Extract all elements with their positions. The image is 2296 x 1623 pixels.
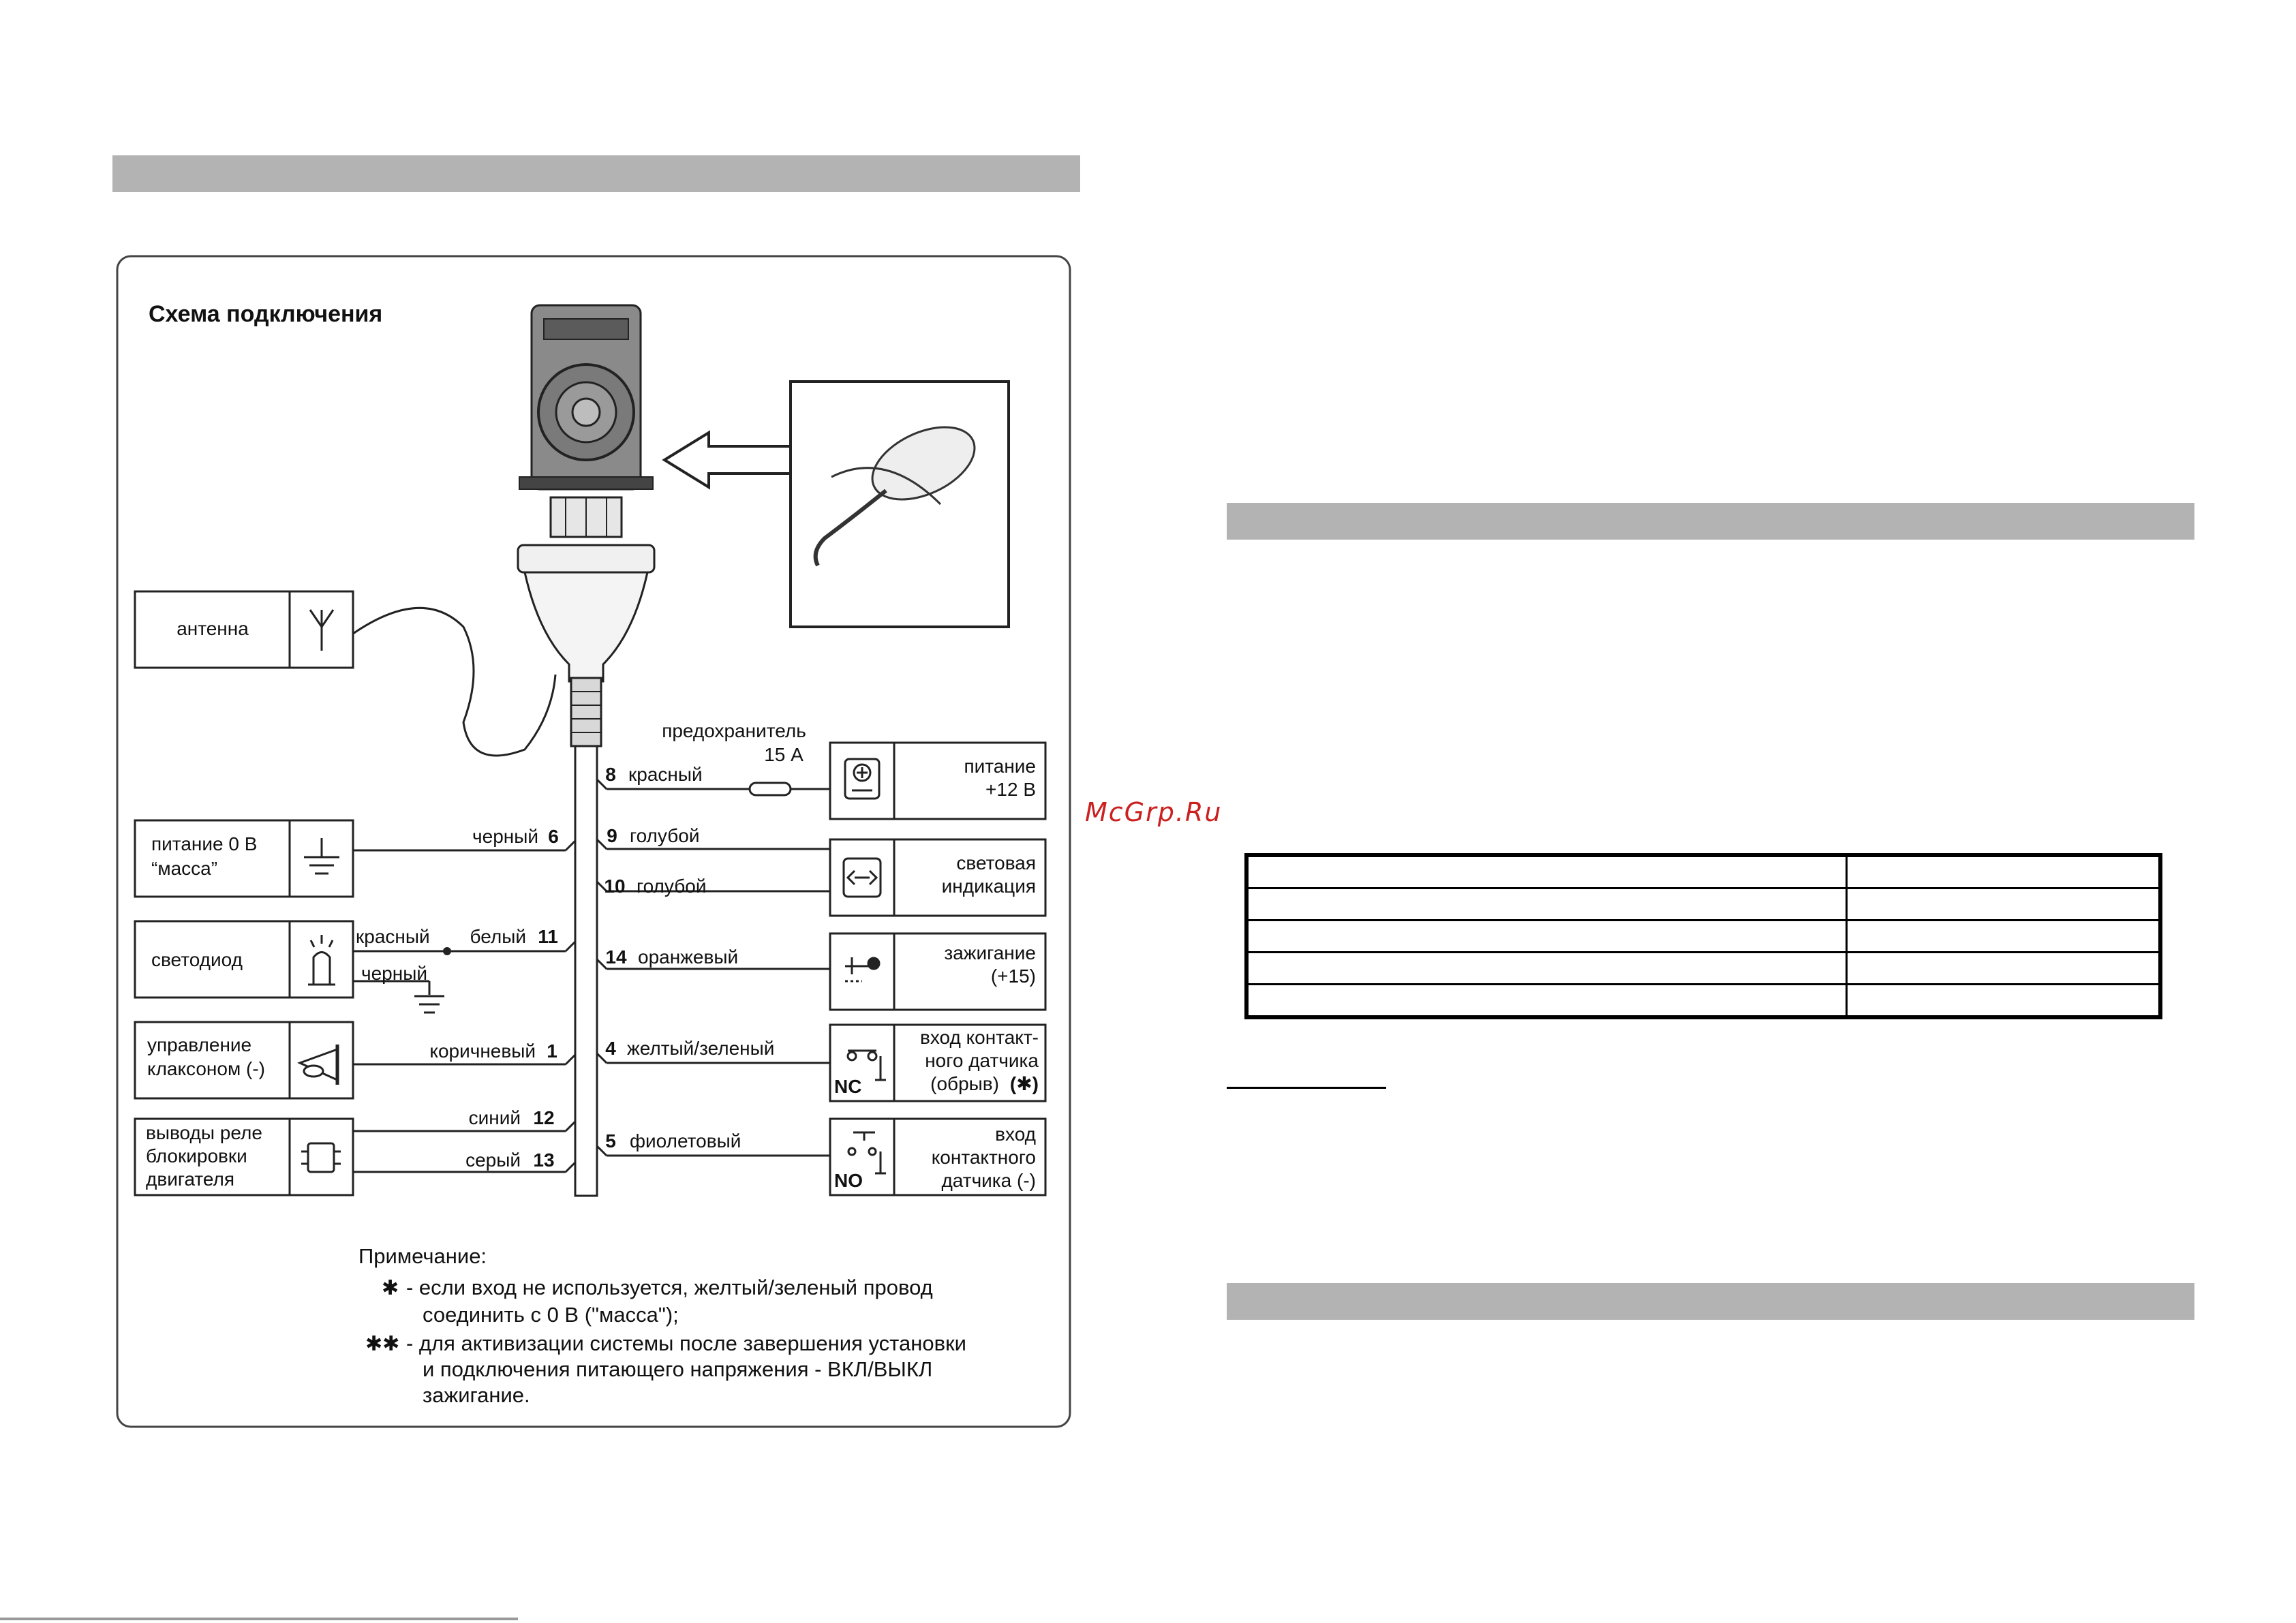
table-row xyxy=(1246,888,2160,921)
relay-label-3: двигателя xyxy=(146,1169,235,1190)
section-bar-right-1 xyxy=(1227,503,2194,540)
wiring-diagram xyxy=(0,0,1090,1444)
indicator-lamps-icon xyxy=(844,859,881,897)
light-label-2: индикация xyxy=(941,876,1036,897)
no-text-3: датчика (-) xyxy=(941,1170,1036,1191)
wire-blue-label: синий xyxy=(468,1107,521,1128)
note-line-4: и подключения питающего напряжения - ВКЛ/ВЫКЛ xyxy=(423,1357,933,1381)
ignition-label-2: (+15) xyxy=(990,965,1036,987)
relay-icon xyxy=(301,1143,341,1172)
wire-yg-label: желтый/зеленый xyxy=(627,1038,775,1059)
no-label: NO xyxy=(834,1170,863,1191)
horn-label-2: клаксоном (-) xyxy=(147,1058,265,1079)
ignition-label-1: зажигание xyxy=(944,942,1036,963)
nc-text-3: (обрыв) xyxy=(930,1073,999,1094)
wire-brown-pin: 1 xyxy=(547,1040,557,1062)
table-row xyxy=(1246,953,2160,985)
power-box xyxy=(830,743,1045,819)
wire-brown-label: коричневый xyxy=(429,1040,536,1062)
battery-icon xyxy=(845,759,879,799)
horn-label-1: управление xyxy=(147,1034,252,1055)
wire-red-label: красный xyxy=(628,764,703,785)
ground-box xyxy=(135,820,353,897)
power-label-1: питание xyxy=(964,756,1036,777)
table-row xyxy=(1246,855,2160,888)
note-line-5: зажигание. xyxy=(423,1383,530,1407)
wire-blue2-pin: 10 xyxy=(604,876,626,897)
wire-black-pin: 6 xyxy=(548,826,559,847)
relay-label-1: выводы реле xyxy=(146,1122,262,1143)
led-junction xyxy=(443,947,451,955)
antenna-box xyxy=(135,591,353,668)
note-star-1: ✱ xyxy=(382,1277,399,1299)
power-label-2: +12 В xyxy=(985,779,1036,800)
nc-text-1: вход контакт- xyxy=(919,1027,1039,1048)
watermark: McGrp.Ru xyxy=(1085,797,1223,827)
no-text-1: вход xyxy=(995,1124,1036,1145)
wire-blue1-label: голубой xyxy=(630,825,700,846)
fuse-label-2: 15 А xyxy=(764,744,803,765)
nc-label: NC xyxy=(834,1076,862,1097)
no-sensor-box xyxy=(830,1119,1045,1195)
led-label: светодиод xyxy=(151,949,243,970)
relay-box xyxy=(135,1119,353,1195)
wire-orange-pin: 14 xyxy=(605,946,627,968)
fuse-label-1: предохранитель xyxy=(662,720,806,741)
wire-blue1-pin: 9 xyxy=(607,825,617,846)
wire-grey-label: серый xyxy=(465,1149,521,1171)
wire-black-label: черный xyxy=(472,826,538,847)
nc-star: (✱) xyxy=(1009,1073,1039,1094)
note-line-2: соединить с 0 В ("масса"); xyxy=(423,1303,679,1327)
wire-orange-label: оранжевый xyxy=(638,946,739,968)
antenna-label: антенна xyxy=(177,618,249,639)
note-star-2: ✱✱ xyxy=(365,1333,400,1355)
table-row xyxy=(1246,985,2160,1018)
underline-rule xyxy=(1227,1087,1386,1089)
wire-violet-label: фиолетовый xyxy=(630,1130,741,1151)
no-text-2: контактного xyxy=(931,1147,1036,1168)
wire-led-white-label: белый xyxy=(470,926,526,947)
page-bottom-rule xyxy=(0,1618,518,1620)
diagram-title: Схема подключения xyxy=(149,301,383,327)
nc-sensor-box xyxy=(830,1025,1045,1101)
note-title: Примечание: xyxy=(358,1244,487,1268)
nc-text-2: ного датчика xyxy=(925,1050,1039,1071)
wire-yg-pin: 4 xyxy=(605,1038,616,1059)
wire-led-black-label: черный xyxy=(361,963,427,984)
wire-blue-pin: 12 xyxy=(533,1107,555,1128)
light-indication-box xyxy=(830,839,1045,916)
wire-grey-pin: 13 xyxy=(533,1149,555,1171)
light-label-1: световая xyxy=(956,852,1036,874)
wire-red-pin: 8 xyxy=(605,764,616,785)
led-box xyxy=(135,921,353,998)
empty-table xyxy=(1244,853,2162,1019)
horn-box xyxy=(135,1022,353,1098)
ground-label-2: “масса” xyxy=(151,858,218,879)
ignition-box xyxy=(830,933,1045,1010)
relay-label-2: блокировки xyxy=(146,1145,247,1166)
wire-led-red-label: красный xyxy=(356,926,430,947)
wire-violet-pin: 5 xyxy=(605,1130,616,1151)
note-line-3: - для активизации системы после завершения установки xyxy=(406,1331,966,1355)
wire-blue2-label: голубой xyxy=(637,876,707,897)
note-line-1: - если вход не используется, желтый/зеленый провод xyxy=(406,1276,933,1299)
wire-led-pin: 11 xyxy=(538,926,558,947)
section-bar-right-2 xyxy=(1227,1283,2194,1320)
table-row xyxy=(1246,921,2160,953)
ground-label-1: питание 0 В xyxy=(151,833,258,854)
